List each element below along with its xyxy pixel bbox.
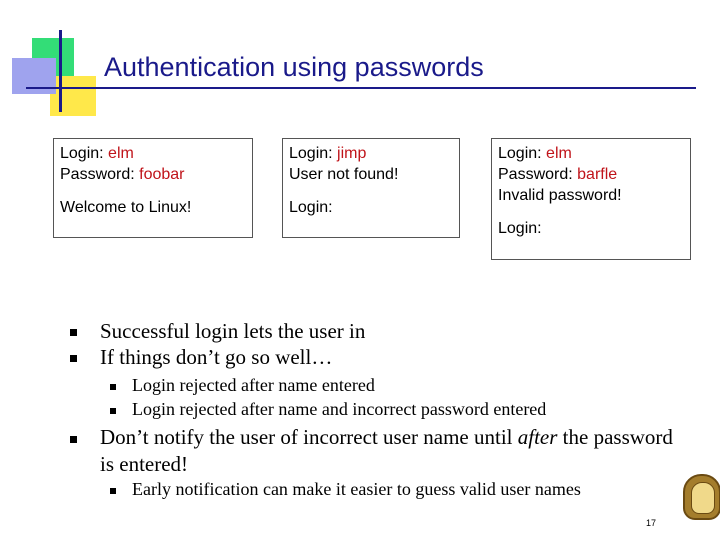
- terminal-label: Password:: [498, 166, 578, 183]
- terminal-input-value: elm: [108, 145, 134, 162]
- university-seal-logo: [683, 474, 720, 520]
- sub-bullet-rejected-after-password: Login rejected after name and incorrect password entered: [132, 399, 547, 419]
- slide-title: Authentication using passwords: [104, 52, 484, 82]
- terminal-label: Login:: [289, 145, 338, 162]
- bullet-text: Don’t notify the user of incorrect user name until: [100, 425, 518, 449]
- sub-bullet-rejected-after-name: Login rejected after name entered: [132, 375, 375, 395]
- terminal-input-value: jimp: [337, 145, 367, 162]
- terminal-box-invalid-password: [491, 138, 691, 260]
- terminal-line: [289, 143, 453, 164]
- square-bullet-icon: [70, 436, 77, 443]
- terminal-label: User not found!: [289, 166, 399, 183]
- terminal-label: Login:: [498, 145, 547, 162]
- title-decoration-yellow: [50, 76, 96, 116]
- title-underline: [26, 87, 696, 89]
- terminal-label: Login:: [60, 145, 109, 162]
- bullet-text: the password is entered!: [100, 425, 673, 476]
- terminal-line: [289, 164, 453, 185]
- bullet-dont-notify: [100, 424, 680, 478]
- page-number: 17: [646, 518, 657, 528]
- terminal-input-value: barfle: [577, 166, 618, 183]
- terminal-label: Password:: [60, 166, 140, 183]
- terminal-box-successful-login: [53, 138, 253, 238]
- square-bullet-icon: [110, 488, 116, 494]
- terminal-line: [60, 164, 246, 185]
- bullet-emphasis: after: [517, 425, 558, 449]
- terminal-line: [498, 143, 684, 164]
- terminal-input-value: elm: [546, 145, 572, 162]
- sub-bullet-early-notification: Early notification can make it easier to guess valid user names: [132, 479, 581, 499]
- terminal-box-user-not-found: [282, 138, 460, 238]
- title-decoration-vertical-line: [59, 30, 62, 112]
- terminal-footer: Login:: [289, 199, 333, 216]
- square-bullet-icon: [70, 355, 77, 362]
- terminal-input-value: foobar: [139, 166, 185, 183]
- terminal-label: Invalid password!: [498, 187, 622, 204]
- bullet-things-go-wrong: If things don’t go so well…: [100, 345, 333, 369]
- terminal-line: [498, 164, 684, 185]
- square-bullet-icon: [110, 384, 116, 390]
- bullet-successful-login: Successful login lets the user in: [100, 319, 366, 343]
- terminal-footer: Welcome to Linux!: [60, 199, 192, 216]
- square-bullet-icon: [110, 408, 116, 414]
- terminal-footer: Login:: [498, 220, 542, 237]
- square-bullet-icon: [70, 329, 77, 336]
- terminal-line: [60, 143, 246, 164]
- terminal-line: [498, 185, 684, 206]
